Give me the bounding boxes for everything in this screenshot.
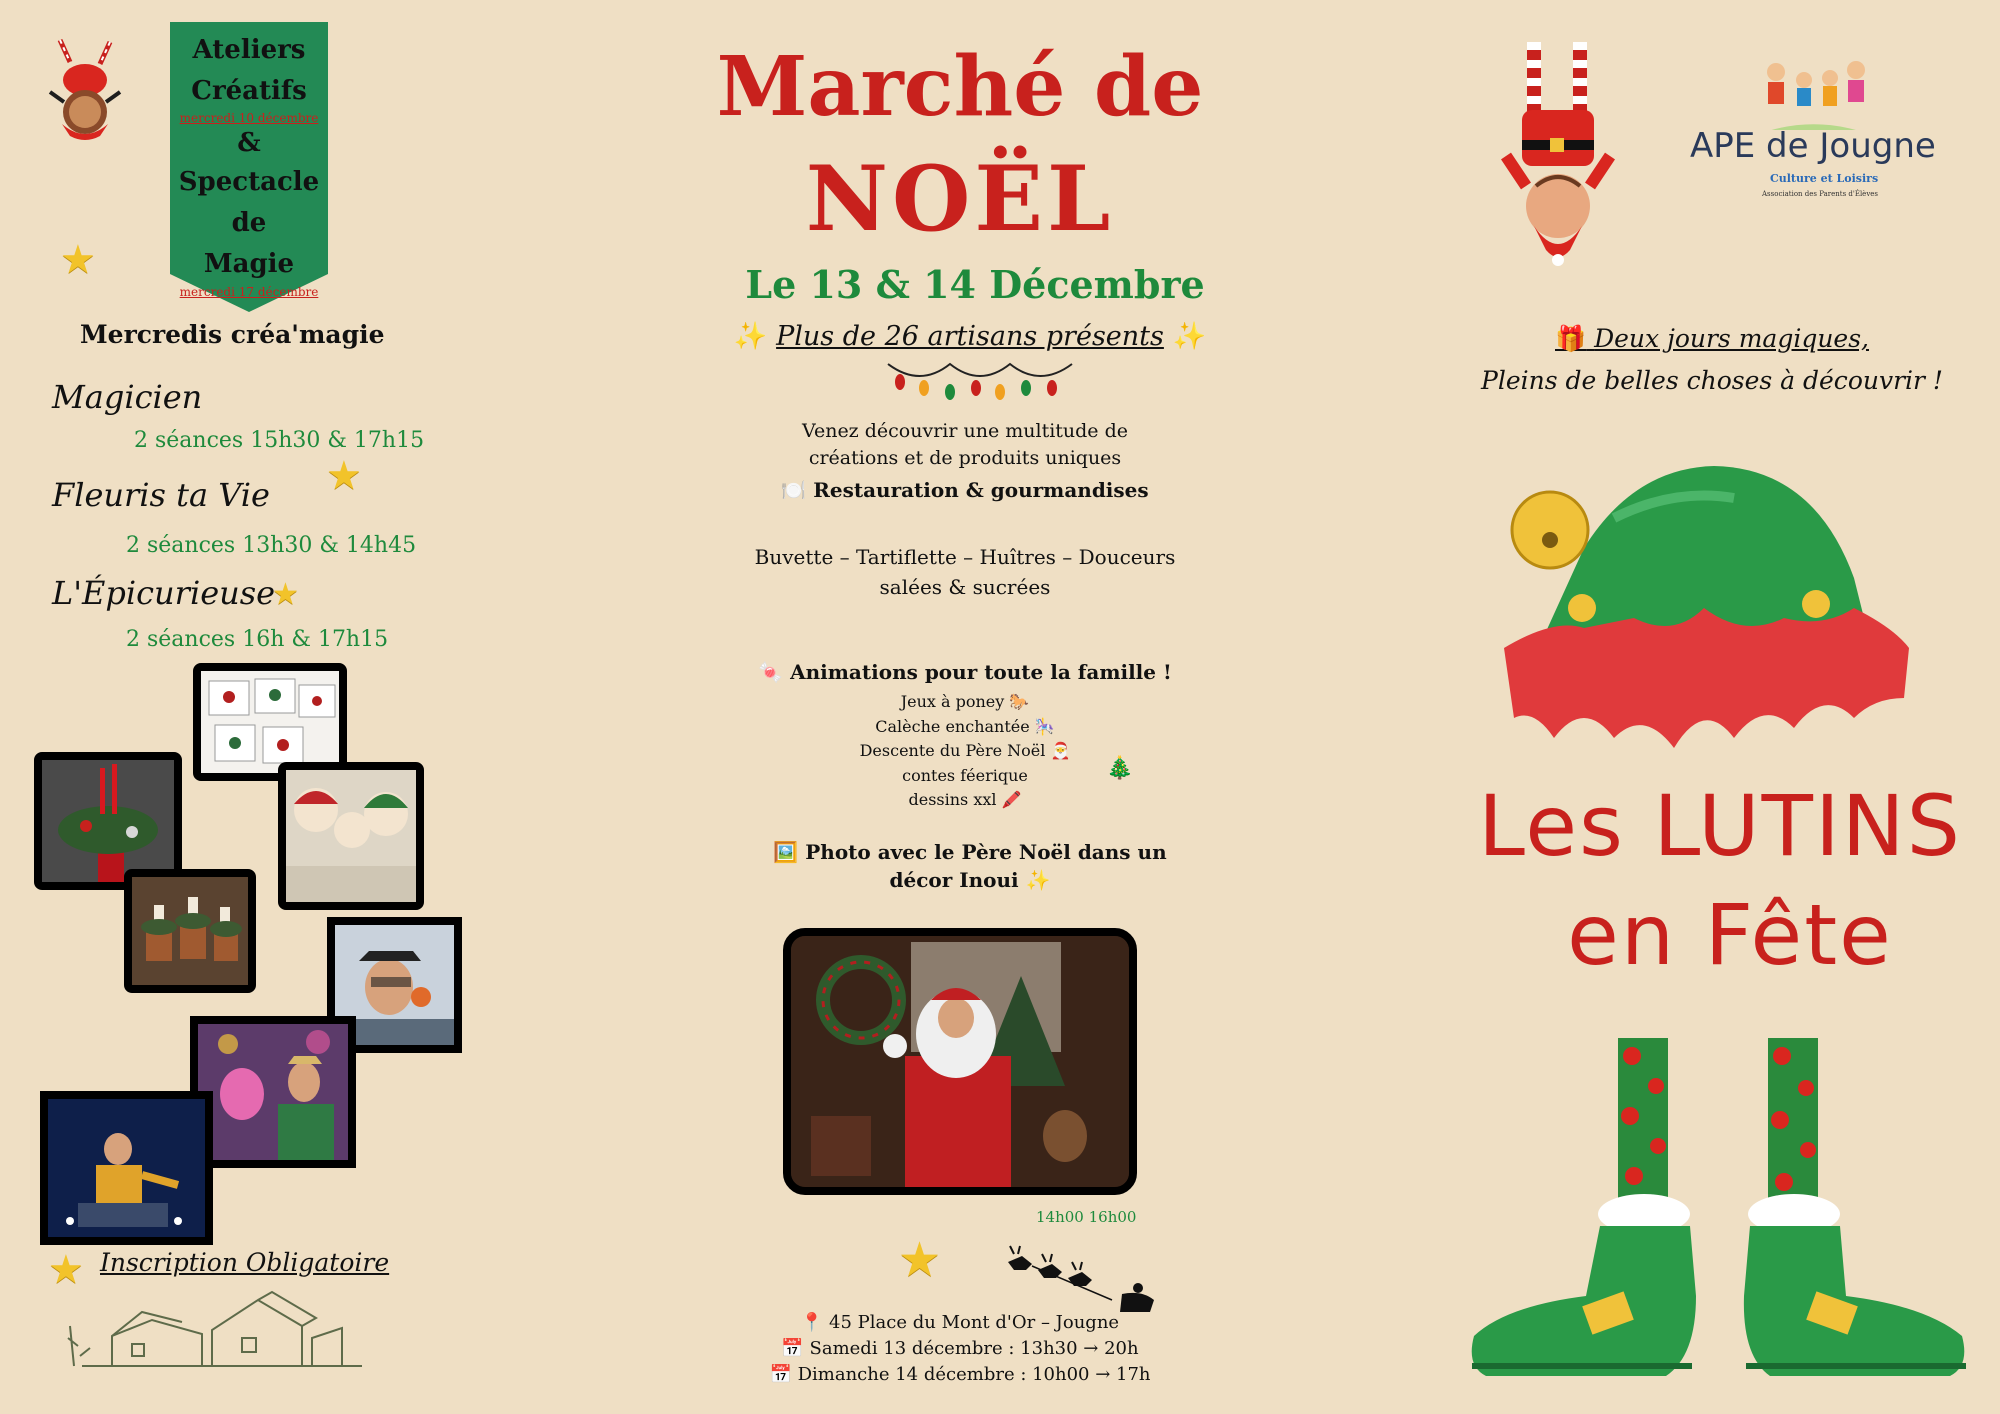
elf-legs-boots-icon [1466,1036,1976,1388]
workshop-name-magicien: Magicien [52,378,203,416]
star-icon: ★ [326,453,362,499]
photo-heading-line-1: Photo avec le Père Noël dans un [805,840,1167,864]
event-info [700,1310,1220,1388]
candy-cane-icon: 🍬 [758,660,784,684]
banner-line-magie: Magie [203,249,295,279]
star-icon: ★ [898,1232,942,1288]
photo-times: 14h00 16h00 [1036,1208,1137,1226]
tagline-line-2: Pleins de belles choses à découvrir ! [1481,366,1943,395]
banner-date-2: mercredi 17 décembre [179,285,319,299]
photo-magician-show [190,1016,356,1168]
activity-item: Descente du Père Noël 🎅 [859,741,1071,760]
activity-item: Calèche enchantée 🎠 [875,716,1055,736]
intro-text [730,418,1200,472]
workshops-banner [170,22,328,312]
inscription-note: Inscription Obligatoire [100,1248,390,1277]
market-title-line1: Marché de [716,39,1204,135]
activity-item: dessins xxl 🖍️ [908,790,1022,809]
activity-item: contes féerique [902,765,1028,785]
lutins-title-line2: en Fête [1567,886,1893,984]
sunday-hours: 📅 Dimanche 14 décembre : 10h00 → 17h [769,1364,1151,1385]
ape-logo [1680,50,1936,210]
string-lights-icon [880,354,1080,410]
food-menu [730,542,1200,602]
photo-ceramic-faces [278,762,424,910]
photo-santa [783,928,1137,1195]
workshop-name-fleuris: Fleuris ta Vie [52,476,270,514]
sparkle-right-icon: ✨ [1172,321,1207,352]
intro-line-1: Venez découvrir une multitude de [801,420,1128,442]
animations-text: Animations pour toute la famille ! [790,660,1172,684]
hanging-elf-icon [1496,36,1620,266]
ape-logo-caption: Association des Parents d'Élèves [1762,190,1879,198]
ape-logo-title: APE de Jougne [1690,126,1936,166]
sparkle-left-icon: ✨ [733,321,768,352]
elf-hat-icon [1494,458,1914,768]
address: 📍 45 Place du Mont d'Or – Jougne [800,1312,1120,1333]
banner-date-1: mercredi 10 décembre [179,111,319,125]
photo-magician-stage [40,1091,213,1245]
plate-icon: 🍽️ [781,478,807,502]
workshop-name-epicurieuse: L'Épicurieuse [52,574,276,612]
banner-line-ateliers: Ateliers [192,35,306,65]
activities-list [730,690,1200,813]
artisans-line [720,320,1220,352]
star-icon: ★ [48,1247,84,1293]
restauration-text: Restauration & gourmandises [813,478,1149,502]
tree-icon: 🎄 [1106,756,1134,781]
gift-icon: 🎁 [1555,324,1587,353]
lutins-title-line1: Les LUTINS [1478,777,1962,875]
workshop-sessions-magicien: 2 séances 15h30 & 17h15 [134,428,425,453]
market-title-line2: NOËL [805,146,1115,252]
animations-heading [730,660,1200,684]
artisans-text: Plus de 26 artisans présents [776,321,1164,352]
workshop-sessions-fleuris: 2 séances 13h30 & 14h45 [126,533,417,558]
banner-line-creatifs: Créatifs [191,76,307,106]
frame-icon: 🖼️ [773,840,799,864]
village-sketch-icon [62,1286,372,1372]
ape-logo-subtitle: Culture et Loisirs [1770,172,1879,185]
restauration-heading [730,478,1200,502]
photo-heading-line-2: décor Inoui ✨ [889,868,1051,892]
elf-ornament-icon [40,32,130,142]
section-title-mercredis: Mercredis créa'magie [80,320,385,349]
star-icon: ★ [272,577,299,612]
saturday-hours: 📅 Samedi 13 décembre : 13h30 → 20h [781,1338,1139,1359]
photo-candle-centerpieces [124,869,256,993]
tagline [1432,318,1992,402]
banner-ampersand: & [237,128,261,158]
market-dates: Le 13 & 14 Décembre [745,262,1205,307]
banner-line-spectacle: Spectacle de [178,167,320,238]
intro-line-2: créations et de produits uniques [808,447,1122,469]
tagline-line-1: Deux jours magiques, [1594,324,1869,353]
food-menu-line-2: salées & sucrées [879,575,1051,599]
workshop-sessions-epicurieuse: 2 séances 16h & 17h15 [126,627,389,652]
star-icon: ★ [60,237,96,283]
activity-item: Jeux à poney 🐎 [900,692,1030,711]
photo-heading [740,838,1200,894]
food-menu-line-1: Buvette – Tartiflette – Huîtres – Douceurs [754,545,1176,569]
